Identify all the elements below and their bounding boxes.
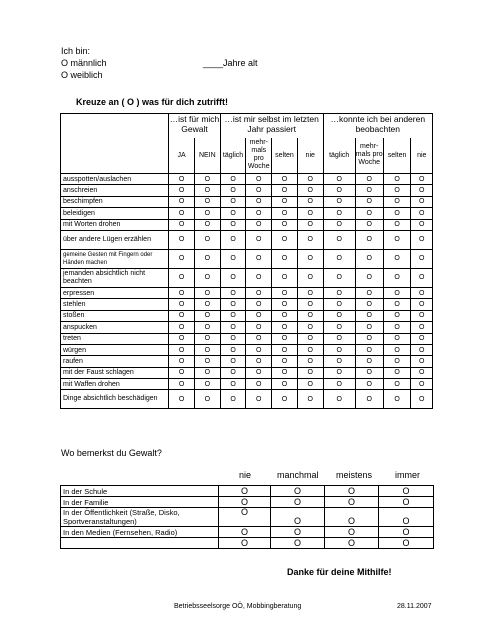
option-circle[interactable]: O <box>272 367 298 378</box>
table-row <box>61 196 433 207</box>
thanks-note: Danke für deine Mithilfe! <box>287 567 392 577</box>
option-circle[interactable]: O <box>323 310 355 321</box>
row-label: stehlen <box>61 299 169 310</box>
group-header-beobachten: …konnte ich bei anderen beobachten <box>323 114 432 138</box>
option-circle[interactable]: O <box>383 196 411 207</box>
option-circle[interactable]: O <box>194 196 220 207</box>
option-circle[interactable]: O <box>272 390 298 409</box>
option-circle[interactable]: O <box>297 196 323 207</box>
option-circle[interactable]: O <box>194 344 220 355</box>
option-circle[interactable]: O <box>383 268 411 287</box>
option-circle[interactable]: O <box>323 390 355 409</box>
option-circle[interactable]: O <box>272 322 298 333</box>
option-circle[interactable]: O <box>411 185 433 196</box>
option-circle[interactable]: O <box>297 344 323 355</box>
option-circle[interactable]: O <box>411 208 433 219</box>
option-circle[interactable]: O <box>383 322 411 333</box>
option-circle[interactable]: O <box>219 527 271 538</box>
option-circle[interactable]: O <box>169 219 195 230</box>
table-row <box>61 390 433 409</box>
option-circle[interactable]: O <box>246 174 272 185</box>
option-circle[interactable]: O <box>220 299 246 310</box>
option-circle[interactable]: O <box>220 310 246 321</box>
option-circle[interactable]: O <box>297 208 323 219</box>
option-circle[interactable]: O <box>323 268 355 287</box>
option-circle[interactable]: O <box>297 219 323 230</box>
option-circle[interactable]: O <box>272 379 298 390</box>
option-circle[interactable]: O <box>379 497 434 508</box>
option-circle[interactable]: O <box>411 268 433 287</box>
option-circle[interactable]: O <box>272 185 298 196</box>
option-circle[interactable]: O <box>323 287 355 298</box>
table-row <box>61 249 433 268</box>
where-violence-table <box>60 485 434 549</box>
option-circle[interactable]: O <box>383 379 411 390</box>
table-row <box>61 486 434 497</box>
option-circle[interactable]: O <box>323 185 355 196</box>
option-circle[interactable]: O <box>272 299 298 310</box>
table-row <box>61 299 433 310</box>
option-circle[interactable]: O <box>323 174 355 185</box>
option-circle[interactable]: O <box>383 208 411 219</box>
option-circle[interactable]: O <box>271 527 325 538</box>
table-row <box>61 527 434 538</box>
option-circle[interactable]: O <box>169 299 195 310</box>
option-circle[interactable]: O <box>297 356 323 367</box>
row-label: treten <box>61 333 169 344</box>
subheader-mehrmals-2: mehr- mals pro Woche <box>355 138 383 174</box>
option-circle[interactable]: O <box>246 379 272 390</box>
option-circle[interactable]: O <box>272 333 298 344</box>
option-circle[interactable]: O <box>411 219 433 230</box>
option-circle[interactable]: O <box>194 287 220 298</box>
option-circle[interactable]: O <box>323 344 355 355</box>
option-circle[interactable]: O <box>297 333 323 344</box>
option-circle[interactable]: O <box>323 208 355 219</box>
option-circle[interactable]: O <box>169 268 195 287</box>
option-circle[interactable]: O <box>323 367 355 378</box>
option-circle[interactable]: O <box>220 185 246 196</box>
row-label: anspucken <box>61 322 169 333</box>
option-circle[interactable]: O <box>272 249 298 268</box>
option-circle[interactable]: O <box>297 287 323 298</box>
option-circle[interactable]: O <box>271 497 325 508</box>
option-circle[interactable]: O <box>383 367 411 378</box>
col-header-meistens: meistens <box>336 470 373 480</box>
option-circle[interactable]: O <box>355 208 383 219</box>
option-circle[interactable]: O <box>271 486 325 497</box>
row-label: erpressen <box>61 287 169 298</box>
option-circle[interactable]: O <box>194 174 220 185</box>
option-circle[interactable]: O <box>220 196 246 207</box>
option-circle[interactable]: O <box>194 333 220 344</box>
option-female[interactable]: O weiblich <box>61 70 103 80</box>
option-circle[interactable]: O <box>297 185 323 196</box>
option-circle[interactable]: O <box>383 333 411 344</box>
option-circle[interactable]: O <box>194 390 220 409</box>
footer-date: 28.11.2007 <box>397 603 432 610</box>
row-label: würgen <box>61 344 169 355</box>
option-circle[interactable]: O <box>411 322 433 333</box>
subheader-nie: nie <box>297 138 323 174</box>
subheader-selten-2: selten <box>383 138 411 174</box>
table-row <box>61 497 434 508</box>
option-circle[interactable]: O <box>246 299 272 310</box>
option-circle[interactable]: O <box>355 367 383 378</box>
option-circle[interactable]: O <box>169 287 195 298</box>
option-circle[interactable]: O <box>246 356 272 367</box>
option-circle[interactable]: O <box>220 208 246 219</box>
option-circle[interactable]: O <box>297 230 323 249</box>
option-circle[interactable]: O <box>246 219 272 230</box>
option-circle[interactable]: O <box>246 310 272 321</box>
row-label: gemeine Gesten mit Fingern oder Händen machen <box>61 249 169 268</box>
option-circle[interactable]: O <box>194 249 220 268</box>
option-circle[interactable]: O <box>297 390 323 409</box>
option-circle[interactable]: O <box>272 268 298 287</box>
row-label: beschimpfen <box>61 196 169 207</box>
option-circle[interactable]: O <box>194 367 220 378</box>
option-circle[interactable]: O <box>383 174 411 185</box>
option-circle[interactable]: O <box>325 497 379 508</box>
row-label: In der Öffentlichkeit (Straße, Disko, Sportveranstaltungen) <box>61 508 219 527</box>
option-circle[interactable]: O <box>246 390 272 409</box>
option-circle[interactable]: O <box>194 219 220 230</box>
row-label: raufen <box>61 356 169 367</box>
option-circle[interactable]: O <box>383 219 411 230</box>
option-circle[interactable]: O <box>220 230 246 249</box>
option-circle[interactable]: O <box>355 249 383 268</box>
option-circle[interactable]: O <box>297 310 323 321</box>
option-circle[interactable]: O <box>271 538 325 549</box>
option-circle[interactable]: O <box>194 356 220 367</box>
option-circle[interactable]: O <box>411 390 433 409</box>
option-circle[interactable]: O <box>383 230 411 249</box>
option-circle[interactable]: O <box>383 299 411 310</box>
option-circle[interactable]: O <box>383 390 411 409</box>
option-circle[interactable]: O <box>272 174 298 185</box>
table-row <box>61 208 433 219</box>
option-circle[interactable]: O <box>220 390 246 409</box>
row-label: In der Schule <box>61 486 219 497</box>
option-circle[interactable]: O <box>220 367 246 378</box>
table-row <box>61 508 434 527</box>
option-circle[interactable]: O <box>219 508 271 527</box>
option-circle[interactable]: O <box>355 322 383 333</box>
table-row <box>61 344 433 355</box>
option-circle[interactable]: O <box>219 497 271 508</box>
option-circle[interactable]: O <box>220 249 246 268</box>
option-circle[interactable]: O <box>355 230 383 249</box>
option-circle[interactable]: O <box>169 379 195 390</box>
option-circle[interactable]: O <box>297 322 323 333</box>
subheader-nein: NEIN <box>194 138 220 174</box>
option-circle[interactable]: O <box>323 379 355 390</box>
option-circle[interactable]: O <box>272 344 298 355</box>
option-circle[interactable]: O <box>220 333 246 344</box>
table-row <box>61 287 433 298</box>
option-circle[interactable]: O <box>169 208 195 219</box>
option-circle[interactable]: O <box>246 230 272 249</box>
row-label: jemanden absichtlich nicht beachten <box>61 268 169 287</box>
option-circle[interactable]: O <box>383 310 411 321</box>
option-circle[interactable]: O <box>220 344 246 355</box>
table-row <box>61 379 433 390</box>
option-circle[interactable]: O <box>325 508 379 527</box>
row-label: stoßen <box>61 310 169 321</box>
option-circle[interactable]: O <box>246 185 272 196</box>
option-circle[interactable]: O <box>297 249 323 268</box>
option-circle[interactable]: O <box>220 322 246 333</box>
option-circle[interactable]: O <box>379 538 434 549</box>
option-circle[interactable]: O <box>246 322 272 333</box>
option-circle[interactable]: O <box>411 356 433 367</box>
option-circle[interactable]: O <box>355 287 383 298</box>
section1-heading: Kreuze an ( O ) was für dich zutrifft! <box>76 97 229 107</box>
table-row <box>61 356 433 367</box>
option-circle[interactable]: O <box>194 379 220 390</box>
option-circle[interactable]: O <box>383 356 411 367</box>
option-circle[interactable]: O <box>169 367 195 378</box>
option-circle[interactable]: O <box>220 268 246 287</box>
option-circle[interactable]: O <box>411 249 433 268</box>
option-circle[interactable]: O <box>272 356 298 367</box>
option-circle[interactable]: O <box>323 249 355 268</box>
option-circle[interactable]: O <box>355 185 383 196</box>
col-header-manchmal: manchmal <box>277 470 319 480</box>
option-circle[interactable]: O <box>355 268 383 287</box>
option-circle[interactable]: O <box>411 333 433 344</box>
subheader-nie-2: nie <box>411 138 433 174</box>
subheader-taeglich-2: täglich <box>323 138 355 174</box>
row-label: mit Waffen drohen <box>61 379 169 390</box>
option-circle[interactable]: O <box>411 196 433 207</box>
option-circle[interactable]: O <box>323 333 355 344</box>
option-circle[interactable]: O <box>194 322 220 333</box>
section2-heading: Wo bemerkst du Gewalt? <box>61 448 162 458</box>
option-circle[interactable]: O <box>323 322 355 333</box>
option-circle[interactable]: O <box>383 185 411 196</box>
option-circle[interactable]: O <box>169 322 195 333</box>
intro-label: Ich bin: <box>61 46 91 56</box>
option-circle[interactable]: O <box>220 379 246 390</box>
group-header-gewalt: …ist für mich Gewalt <box>169 114 220 138</box>
option-circle[interactable]: O <box>323 299 355 310</box>
option-circle[interactable]: O <box>355 310 383 321</box>
option-circle[interactable]: O <box>297 367 323 378</box>
option-circle[interactable]: O <box>169 333 195 344</box>
option-circle[interactable]: O <box>411 174 433 185</box>
option-circle[interactable]: O <box>411 379 433 390</box>
table-row <box>61 333 433 344</box>
table-row <box>61 268 433 287</box>
option-circle[interactable]: O <box>325 486 379 497</box>
option-circle[interactable]: O <box>194 268 220 287</box>
option-circle[interactable]: O <box>169 249 195 268</box>
group-header-passiert: …ist mir selbst im letzten Jahr passiert <box>220 114 323 138</box>
option-circle[interactable]: O <box>272 196 298 207</box>
option-male[interactable]: O männlich <box>61 58 107 68</box>
option-circle[interactable]: O <box>355 219 383 230</box>
option-circle[interactable]: O <box>383 249 411 268</box>
option-circle[interactable]: O <box>379 508 434 527</box>
option-circle[interactable]: O <box>220 287 246 298</box>
option-circle[interactable]: O <box>323 196 355 207</box>
option-circle[interactable]: O <box>246 208 272 219</box>
option-circle[interactable]: O <box>411 310 433 321</box>
option-circle[interactable]: O <box>379 486 434 497</box>
option-circle[interactable]: O <box>355 344 383 355</box>
option-circle[interactable]: O <box>323 356 355 367</box>
option-circle[interactable]: O <box>194 310 220 321</box>
option-circle[interactable]: O <box>411 287 433 298</box>
table-row <box>61 174 433 185</box>
option-circle[interactable]: O <box>272 208 298 219</box>
option-circle[interactable]: O <box>411 344 433 355</box>
option-circle[interactable]: O <box>355 299 383 310</box>
option-circle[interactable]: O <box>246 287 272 298</box>
option-circle[interactable]: O <box>194 299 220 310</box>
option-circle[interactable]: O <box>323 230 355 249</box>
option-circle[interactable]: O <box>297 299 323 310</box>
col-header-nie: nie <box>239 470 252 480</box>
option-circle[interactable]: O <box>220 356 246 367</box>
table-row <box>61 367 433 378</box>
option-circle[interactable]: O <box>246 367 272 378</box>
option-circle[interactable]: O <box>169 196 195 207</box>
violence-survey-table <box>60 113 433 409</box>
row-label: beleidigen <box>61 208 169 219</box>
subheader-selten: selten <box>272 138 298 174</box>
footer-org: Betriebsseelsorge OÖ, Mobbingberatung <box>174 603 302 610</box>
option-circle[interactable]: O <box>169 174 195 185</box>
row-label: In den Medien (Fernsehen, Radio) <box>61 527 219 538</box>
option-circle[interactable]: O <box>219 486 271 497</box>
row-label: Dinge absichtlich beschädigen <box>61 390 169 409</box>
option-circle[interactable]: O <box>272 287 298 298</box>
option-circle[interactable]: O <box>297 379 323 390</box>
option-circle[interactable]: O <box>325 527 379 538</box>
row-label: In der Familie <box>61 497 219 508</box>
option-circle[interactable]: O <box>355 333 383 344</box>
option-circle[interactable]: O <box>169 390 195 409</box>
option-circle[interactable]: O <box>411 299 433 310</box>
table-row <box>61 219 433 230</box>
option-circle[interactable]: O <box>246 268 272 287</box>
subheader-ja: JA <box>169 138 195 174</box>
table-row <box>61 322 433 333</box>
table-row <box>61 230 433 249</box>
option-circle[interactable]: O <box>323 219 355 230</box>
option-circle[interactable]: O <box>272 230 298 249</box>
option-circle[interactable]: O <box>355 196 383 207</box>
subheader-mehrmals: mehr- mals pro Woche <box>246 138 272 174</box>
option-circle[interactable]: O <box>411 367 433 378</box>
option-circle[interactable]: O <box>246 196 272 207</box>
option-circle[interactable]: O <box>194 230 220 249</box>
option-circle[interactable]: O <box>355 390 383 409</box>
option-circle[interactable]: O <box>169 356 195 367</box>
table-row <box>61 185 433 196</box>
option-circle[interactable]: O <box>220 219 246 230</box>
option-circle[interactable]: O <box>194 185 220 196</box>
option-circle[interactable]: O <box>355 174 383 185</box>
option-circle[interactable]: O <box>169 310 195 321</box>
option-circle[interactable]: O <box>272 219 298 230</box>
option-circle[interactable]: O <box>169 185 195 196</box>
table-row <box>61 538 434 549</box>
option-circle[interactable]: O <box>169 344 195 355</box>
option-circle[interactable]: O <box>194 208 220 219</box>
option-circle[interactable]: O <box>272 310 298 321</box>
row-label <box>61 538 219 549</box>
option-circle[interactable]: O <box>246 249 272 268</box>
col-header-immer: immer <box>395 470 420 480</box>
row-label: anschreien <box>61 185 169 196</box>
option-circle[interactable]: O <box>355 379 383 390</box>
option-circle[interactable]: O <box>383 287 411 298</box>
table-row <box>61 310 433 321</box>
option-circle[interactable]: O <box>220 174 246 185</box>
age-field[interactable]: ____Jahre alt <box>203 58 258 68</box>
option-circle[interactable]: O <box>246 333 272 344</box>
option-circle[interactable]: O <box>379 527 434 538</box>
row-label: mit der Faust schlagen <box>61 367 169 378</box>
option-circle[interactable]: O <box>169 230 195 249</box>
option-circle[interactable]: O <box>297 174 323 185</box>
option-circle[interactable]: O <box>246 344 272 355</box>
option-circle[interactable]: O <box>383 344 411 355</box>
option-circle[interactable]: O <box>297 268 323 287</box>
option-circle[interactable]: O <box>411 230 433 249</box>
option-circle[interactable]: O <box>355 356 383 367</box>
option-circle[interactable]: O <box>271 508 325 527</box>
option-circle[interactable]: O <box>219 538 271 549</box>
subheader-taeglich: täglich <box>220 138 246 174</box>
option-circle[interactable]: O <box>325 538 379 549</box>
row-label: mit Worten drohen <box>61 219 169 230</box>
row-label: ausspotten/auslachen <box>61 174 169 185</box>
row-label: über andere Lügen erzählen <box>61 230 169 249</box>
